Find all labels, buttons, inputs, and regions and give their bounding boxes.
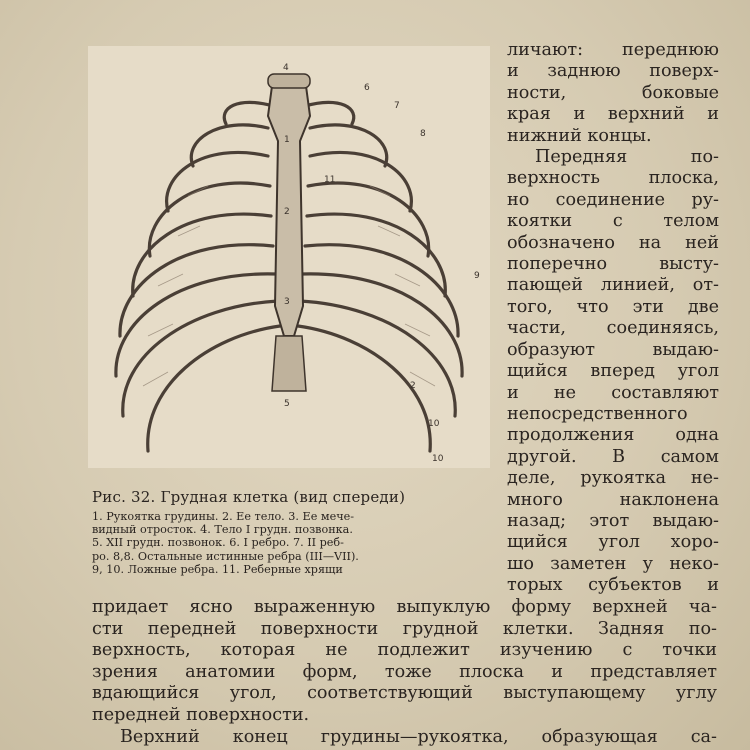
text-line: пающей линией, от- <box>507 275 719 296</box>
figure-label-5: 5 <box>284 399 290 409</box>
ribs-right <box>298 102 462 451</box>
text-line: придает ясно выраженную выпуклую форму верхней ча- <box>92 597 717 617</box>
caption-line: 1. Рукоятка грудины. 2. Ее тело. 3. Ее мече- <box>92 510 354 523</box>
text-line: Верхний конец грудины—рукоятка, образующая са- <box>120 726 717 747</box>
text-line: нижний концы. <box>507 125 652 146</box>
figure-label-8: 8 <box>420 129 426 139</box>
right-column-text <box>507 40 719 597</box>
caption-line: видный отросток. 4. Тело I грудн. позвонка. <box>92 523 353 537</box>
text-line: но соединение ру- <box>507 189 719 210</box>
text-line: обозначено на ней <box>507 232 719 253</box>
text-line: того, что эти две <box>507 296 719 317</box>
rib-cage-figure <box>88 46 490 468</box>
text-line: продолжения одна <box>507 425 719 446</box>
text-line: торых субъектов и <box>507 575 719 596</box>
figure-caption-title: Рис. 32. Грудная клетка (вид спереди) <box>92 488 406 506</box>
figure-label-9: 9 <box>474 271 480 281</box>
text-line: и не составляют <box>507 382 719 403</box>
figure-label-10-rib: 10 <box>432 454 444 464</box>
text-line: ности, боковые <box>507 82 719 103</box>
figure-label-2: 2 <box>284 207 290 217</box>
figure-label-7: 7 <box>394 101 400 111</box>
caption-line: 5. XII грудн. позвонок. 6. I ребро. 7. II реб- <box>92 536 344 550</box>
caption-line: 9, 10. Ложные ребра. 11. Реберные хрящи <box>92 562 343 576</box>
text-line: коятки с телом <box>507 211 719 232</box>
text-line: деле, рукоятка не- <box>507 468 719 489</box>
figure-label-1: 1 <box>284 135 290 145</box>
text-line: передней поверхности. <box>92 704 310 725</box>
text-line: сти передней поверхности грудной клетки. Задняя по- <box>92 618 717 639</box>
text-line: и заднюю поверх- <box>507 61 719 82</box>
text-line: края и верхний и <box>507 104 719 125</box>
figure-label-10: 10 <box>428 419 440 429</box>
ribs-left <box>116 102 280 451</box>
text-line: много наклонена <box>507 489 719 510</box>
text-line: образуют выдаю- <box>507 339 719 360</box>
text-line: Передняя по- <box>535 147 719 168</box>
text-line: шо заметен у неко- <box>507 553 719 574</box>
text-line: личают: переднюю <box>507 40 719 60</box>
caption-line: ро. 8,8. Остальные истинные ребра (III—VII). <box>92 549 359 563</box>
figure-label-4: 4 <box>283 63 289 73</box>
figure-caption-legend <box>92 510 492 576</box>
text-line: поперечно высту- <box>507 254 719 275</box>
text-line: вдающийся угол, соответствующий выступающему углу <box>92 683 717 704</box>
text-line: назад; этот выдаю- <box>507 510 719 531</box>
text-line: непосредственного <box>507 403 688 424</box>
rib-cage-illustration <box>88 46 490 468</box>
first-vertebra <box>268 74 310 88</box>
text-line: верхность, которая не подлежит изучению с точки <box>92 640 717 661</box>
figure-label-3: 3 <box>284 297 290 307</box>
figure-label-2-rib: 2 <box>410 381 416 391</box>
figure-label-6: 6 <box>364 83 370 93</box>
twelfth-vertebra <box>272 336 306 391</box>
text-line: верхность плоска, <box>507 168 719 189</box>
text-line: щийся угол хоро- <box>507 532 719 553</box>
text-line: щийся вперед угол <box>507 361 719 382</box>
text-line: зрения анатомии форм, тоже плоска и представляет <box>92 661 717 682</box>
bottom-paragraphs <box>92 597 717 748</box>
text-line: другой. В самом <box>507 446 719 467</box>
text-line: части, соединяясь, <box>507 318 719 339</box>
figure-label-11: 11 <box>324 175 336 185</box>
